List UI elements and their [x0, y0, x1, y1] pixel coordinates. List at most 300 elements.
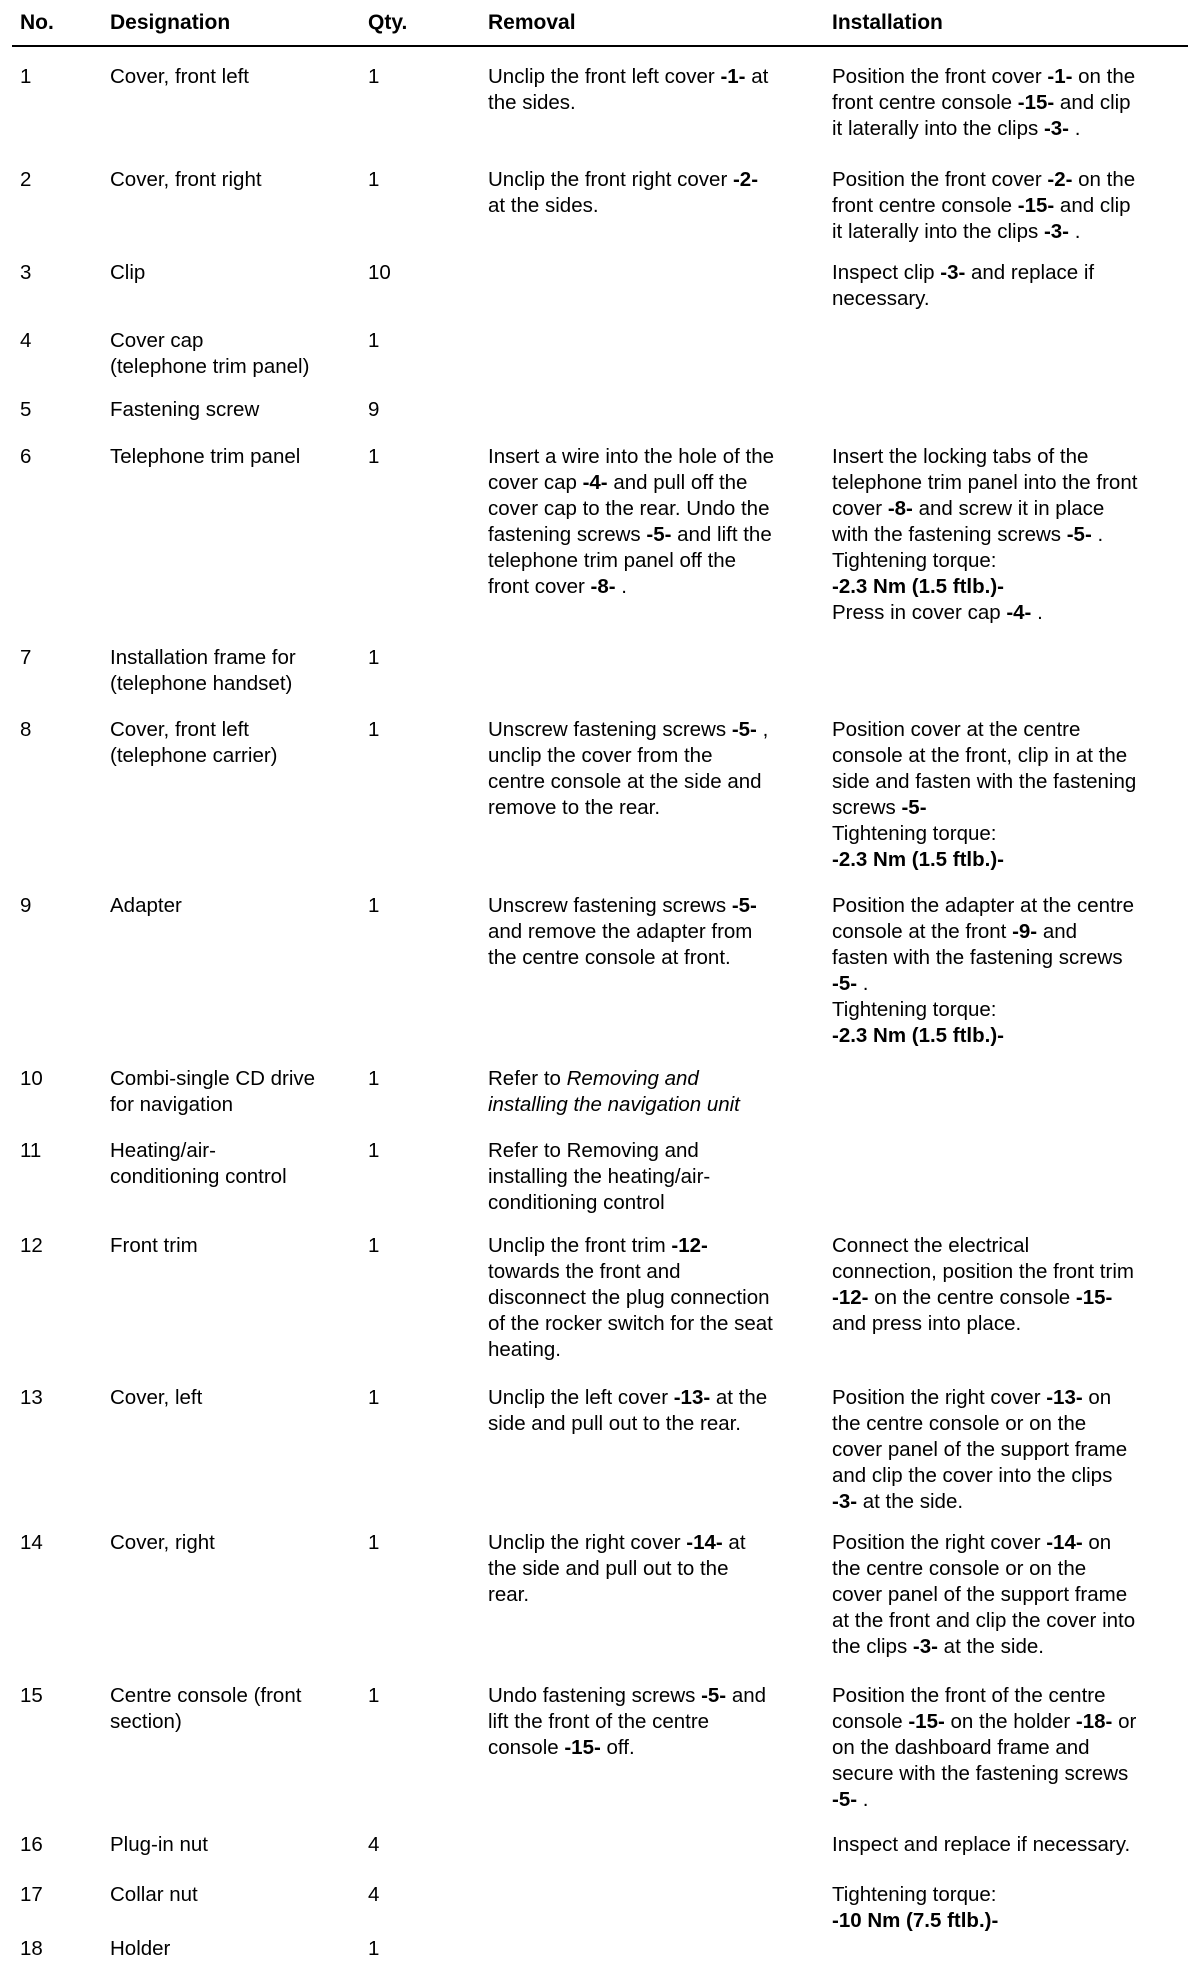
text-segment: Position the right cover — [832, 1386, 1047, 1409]
text-line: conditioning control — [110, 1165, 287, 1188]
text-line — [832, 1411, 1192, 1437]
text-segment: disconnect the plug connection — [488, 1286, 770, 1309]
text-line — [488, 1735, 823, 1761]
text-line — [832, 600, 1192, 626]
part-reference: -12- — [832, 1286, 869, 1309]
row-designation — [110, 167, 360, 193]
row-designation — [110, 444, 360, 470]
text-segment: side and fasten with the fastening — [832, 770, 1137, 793]
text-segment: Insert the locking tabs of the — [832, 445, 1089, 468]
row-number: 14 — [20, 1531, 43, 1554]
row-quantity: 1 — [368, 1937, 380, 1960]
part-reference: -2.3 Nm (1.5 ftlb.)- — [832, 848, 1004, 871]
text-line — [832, 116, 1192, 142]
text-segment: Unclip the front trim — [488, 1234, 672, 1257]
text-segment: at the — [710, 1386, 768, 1409]
row-removal — [488, 717, 823, 821]
text-line — [488, 743, 823, 769]
header-designation: Designation — [110, 11, 231, 34]
text-segment: Inspect and replace if necessary. — [832, 1833, 1131, 1856]
text-segment: cover panel of the support frame — [832, 1438, 1128, 1461]
part-reference: -5- — [1066, 523, 1092, 546]
part-reference: -3- — [1043, 220, 1069, 243]
text-line: Cover, front left — [110, 718, 250, 741]
text-line — [832, 821, 1192, 847]
text-line — [488, 717, 823, 743]
text-line — [832, 743, 1192, 769]
row-number: 9 — [20, 894, 32, 917]
text-segment: at — [745, 65, 769, 88]
part-reference: -1- — [720, 65, 746, 88]
text-line — [832, 1608, 1192, 1634]
row-quantity: 1 — [368, 894, 380, 917]
row-designation — [110, 260, 360, 286]
text-line — [832, 971, 1192, 997]
row-designation — [110, 1233, 360, 1259]
row-removal — [488, 1385, 823, 1437]
row-installation — [832, 1233, 1192, 1337]
text-segment: heating. — [488, 1338, 561, 1361]
text-line — [488, 1066, 823, 1092]
text-line — [832, 893, 1192, 919]
text-segment: at the side. — [857, 1490, 964, 1513]
text-segment: and — [1037, 920, 1078, 943]
text-segment: at — [722, 1531, 746, 1554]
text-segment: at the side. — [937, 1635, 1044, 1658]
text-line: Centre console (front — [110, 1684, 302, 1707]
text-segment: front centre console — [832, 194, 1018, 217]
text-line — [488, 1683, 823, 1709]
text-line — [832, 1787, 1192, 1813]
row-designation — [110, 328, 360, 380]
text-segment: Tightening torque: — [832, 998, 997, 1021]
text-line — [832, 496, 1192, 522]
text-segment: and remove the adapter from — [488, 920, 753, 943]
text-segment: Unclip the front right cover — [488, 168, 733, 191]
text-line — [488, 1233, 823, 1259]
text-line — [488, 1411, 823, 1437]
row-number: 13 — [20, 1386, 43, 1409]
row-quantity: 1 — [368, 445, 380, 468]
row-number: 5 — [20, 398, 32, 421]
text-line: Installation frame for — [110, 646, 296, 669]
text-line — [832, 1709, 1192, 1735]
row-quantity: 1 — [368, 718, 380, 741]
text-segment: installing the heating/air- — [488, 1165, 711, 1188]
text-line — [832, 1634, 1192, 1660]
text-segment: Inspect clip — [832, 261, 941, 284]
text-line — [832, 1233, 1192, 1259]
row-designation — [110, 1138, 360, 1190]
part-reference: -3- — [832, 1490, 858, 1513]
text-segment: Unscrew fastening screws — [488, 894, 732, 917]
text-line — [488, 470, 823, 496]
text-segment: telephone trim panel off the — [488, 549, 737, 572]
text-segment: and pull off the — [607, 471, 748, 494]
text-segment: the side and pull out to the — [488, 1557, 729, 1580]
text-line: for navigation — [110, 1093, 234, 1116]
row-quantity: 1 — [368, 1531, 380, 1554]
text-line — [832, 1908, 1192, 1934]
text-segment: Position the front cover — [832, 168, 1048, 191]
text-line: (telephone trim panel) — [110, 355, 310, 378]
text-segment: Position the adapter at the centre — [832, 894, 1135, 917]
row-installation — [832, 64, 1192, 142]
row-quantity: 1 — [368, 1684, 380, 1707]
text-segment: centre console at the side and — [488, 770, 762, 793]
row-number: 3 — [20, 261, 32, 284]
row-removal — [488, 1066, 823, 1118]
text-segment: . — [857, 972, 869, 995]
row-removal — [488, 1530, 823, 1608]
text-line: section) — [110, 1710, 182, 1733]
text-segment: Unclip the right cover — [488, 1531, 687, 1554]
text-segment: the centre console at front. — [488, 946, 731, 969]
text-line — [488, 1311, 823, 1337]
row-removal — [488, 1138, 823, 1216]
text-line — [832, 167, 1192, 193]
text-segment: . — [1091, 523, 1104, 546]
row-number: 10 — [20, 1067, 43, 1090]
text-line — [832, 522, 1192, 548]
text-segment: and clip the cover into the clips — [832, 1464, 1113, 1487]
row-removal — [488, 444, 823, 600]
text-segment: console at the front, clip in at the — [832, 744, 1128, 767]
row-designation — [110, 64, 360, 90]
row-designation — [110, 645, 360, 697]
part-reference: -3- — [1043, 117, 1069, 140]
part-reference: -15- — [1017, 91, 1055, 114]
text-line: Holder — [110, 1937, 171, 1960]
row-designation — [110, 1385, 360, 1411]
row-removal — [488, 893, 823, 971]
text-line — [488, 1164, 823, 1190]
text-line — [488, 167, 823, 193]
part-reference: -15- — [1075, 1286, 1113, 1309]
text-line: (telephone carrier) — [110, 744, 278, 767]
text-segment: at the sides. — [488, 194, 599, 217]
part-reference: -5- — [701, 1684, 727, 1707]
text-segment: the sides. — [488, 91, 576, 114]
text-segment: cover cap to the rear. Undo the — [488, 497, 770, 520]
text-line — [488, 893, 823, 919]
text-line: Cover, right — [110, 1531, 215, 1554]
text-line — [488, 193, 823, 219]
row-number: 1 — [20, 65, 32, 88]
text-line: Telephone trim panel — [110, 445, 301, 468]
row-designation — [110, 1882, 360, 1908]
text-segment: it laterally into the clips — [832, 117, 1044, 140]
text-segment: on the — [1072, 168, 1136, 191]
text-line — [832, 1556, 1192, 1582]
text-line: Heating/air- — [110, 1139, 216, 1162]
text-segment: console — [488, 1736, 565, 1759]
text-line — [488, 1092, 823, 1118]
text-segment: on — [1082, 1386, 1112, 1409]
text-line — [832, 1311, 1192, 1337]
row-quantity: 1 — [368, 168, 380, 191]
text-line: Plug-in nut — [110, 1833, 209, 1856]
text-line — [488, 945, 823, 971]
text-line: Combi-single CD drive — [110, 1067, 316, 1090]
text-segment: on the — [1072, 65, 1136, 88]
text-line — [832, 1437, 1192, 1463]
row-number: 8 — [20, 718, 32, 741]
row-designation — [110, 1530, 360, 1556]
text-line — [488, 1285, 823, 1311]
row-quantity: 1 — [368, 65, 380, 88]
row-designation — [110, 397, 360, 423]
row-number: 6 — [20, 445, 32, 468]
text-segment: Unscrew fastening screws — [488, 718, 732, 741]
text-segment: side and pull out to the rear. — [488, 1412, 742, 1435]
text-line — [832, 1832, 1192, 1858]
row-removal — [488, 1233, 823, 1363]
text-line — [832, 64, 1192, 90]
row-quantity: 4 — [368, 1883, 380, 1906]
part-reference: -15- — [908, 1710, 945, 1733]
text-line — [832, 1683, 1192, 1709]
row-number: 2 — [20, 168, 32, 191]
text-line — [488, 919, 823, 945]
text-segment: cover — [832, 497, 888, 520]
text-segment: console at the front — [832, 920, 1013, 943]
text-segment: Position the front of the centre — [832, 1684, 1106, 1707]
text-segment: the centre console or on the — [832, 1557, 1087, 1580]
row-removal — [488, 1683, 823, 1761]
part-reference: -3- — [940, 261, 966, 284]
text-line — [488, 1582, 823, 1608]
part-reference: -4- — [1006, 601, 1032, 624]
row-installation — [832, 717, 1192, 873]
part-reference: -2.3 Nm (1.5 ftlb.)- — [832, 1024, 1004, 1047]
text-segment: necessary. — [832, 287, 930, 310]
text-line: Cover, front right — [110, 168, 262, 191]
header-installation: Installation — [832, 11, 943, 34]
text-segment: Position cover at the centre — [832, 718, 1081, 741]
text-segment: telephone trim panel into the front — [832, 471, 1138, 494]
text-line — [832, 286, 1192, 312]
text-segment: . — [1069, 117, 1081, 140]
text-line — [488, 90, 823, 116]
text-line — [832, 193, 1192, 219]
text-segment: conditioning control — [488, 1191, 665, 1214]
text-line — [488, 1259, 823, 1285]
part-reference: -2- — [1047, 168, 1073, 191]
link-text: Removing and — [566, 1067, 699, 1090]
row-installation — [832, 1882, 1192, 1934]
row-designation — [110, 717, 360, 769]
text-line — [488, 1530, 823, 1556]
row-number: 18 — [20, 1937, 43, 1960]
text-segment: fasten with the fastening screws — [832, 946, 1123, 969]
text-line — [832, 260, 1192, 286]
text-segment: Tightening torque: — [832, 549, 997, 572]
part-reference: -8- — [590, 575, 616, 598]
text-line: (telephone handset) — [110, 672, 293, 695]
text-segment: Connect the electrical — [832, 1234, 1030, 1257]
text-segment: Tightening torque: — [832, 822, 997, 845]
text-segment: on the holder — [944, 1710, 1076, 1733]
text-segment: off. — [600, 1736, 635, 1759]
text-line — [488, 496, 823, 522]
text-segment: the centre console or on the — [832, 1412, 1087, 1435]
row-removal — [488, 64, 823, 116]
row-designation — [110, 1066, 360, 1118]
text-segment: cover cap — [488, 471, 583, 494]
text-line — [832, 945, 1192, 971]
text-line — [832, 1489, 1192, 1515]
text-segment: Insert a wire into the hole of the — [488, 445, 775, 468]
text-line — [832, 1285, 1192, 1311]
text-segment: Refer to Removing and — [488, 1139, 699, 1162]
text-segment: . — [1069, 220, 1081, 243]
part-reference: -12- — [671, 1234, 708, 1257]
text-segment: , — [756, 718, 769, 741]
text-segment: at the front and clip the cover into — [832, 1609, 1136, 1632]
row-installation — [832, 167, 1192, 245]
row-number: 7 — [20, 646, 32, 669]
text-line: Cover cap — [110, 329, 204, 352]
text-segment: and press into place. — [832, 1312, 1022, 1335]
part-reference: -18- — [1075, 1710, 1113, 1733]
text-line — [832, 219, 1192, 245]
text-line — [832, 90, 1192, 116]
part-reference: -10 Nm (7.5 ftlb.)- — [832, 1909, 999, 1932]
row-number: 16 — [20, 1833, 43, 1856]
text-segment: Press in cover cap — [832, 601, 1007, 624]
row-removal — [488, 167, 823, 219]
row-designation — [110, 1683, 360, 1735]
text-line — [488, 795, 823, 821]
text-segment: towards the front and — [488, 1260, 681, 1283]
row-quantity: 1 — [368, 646, 380, 669]
row-installation — [832, 893, 1192, 1049]
text-line — [832, 769, 1192, 795]
text-line — [832, 470, 1192, 496]
part-reference: -13- — [673, 1386, 711, 1409]
text-segment: rear. — [488, 1583, 530, 1606]
text-segment: Undo fastening screws — [488, 1684, 702, 1707]
row-designation — [110, 893, 360, 919]
text-line — [832, 997, 1192, 1023]
text-segment: on the centre console — [868, 1286, 1076, 1309]
header-no: No. — [20, 11, 54, 34]
text-line: Fastening screw — [110, 398, 260, 421]
text-segment: and clip — [1054, 194, 1131, 217]
part-reference: -5- — [731, 718, 757, 741]
part-reference: -14- — [1046, 1531, 1083, 1554]
text-segment: with the fastening screws — [832, 523, 1067, 546]
row-installation — [832, 1832, 1192, 1858]
row-quantity: 1 — [368, 1386, 380, 1409]
text-line — [832, 1735, 1192, 1761]
row-quantity: 9 — [368, 398, 380, 421]
text-segment: . — [857, 1788, 869, 1811]
text-line: Cover, left — [110, 1386, 203, 1409]
part-reference: -9- — [1012, 920, 1038, 943]
text-segment: unclip the cover from the — [488, 744, 713, 767]
text-segment: on — [1082, 1531, 1112, 1554]
text-segment: cover panel of the support frame — [832, 1583, 1128, 1606]
text-line — [488, 522, 823, 548]
text-segment: the clips — [832, 1635, 913, 1658]
text-segment: console — [832, 1710, 909, 1733]
text-segment: remove to the rear. — [488, 796, 661, 819]
row-installation — [832, 444, 1192, 626]
text-line — [832, 1761, 1192, 1787]
text-segment: it laterally into the clips — [832, 220, 1044, 243]
text-line — [832, 1882, 1192, 1908]
text-segment: Refer to — [488, 1067, 567, 1090]
row-number: 11 — [20, 1139, 42, 1162]
text-segment: front cover — [488, 575, 591, 598]
text-segment: and — [726, 1684, 767, 1707]
text-line: Front trim — [110, 1234, 198, 1257]
text-line — [488, 1709, 823, 1735]
row-quantity: 1 — [368, 1234, 380, 1257]
text-line — [488, 769, 823, 795]
row-installation — [832, 260, 1192, 312]
text-line — [488, 1138, 823, 1164]
text-line — [832, 847, 1192, 873]
text-line — [488, 64, 823, 90]
row-quantity: 1 — [368, 1067, 380, 1090]
header-removal: Removal — [488, 11, 576, 34]
row-number: 4 — [20, 329, 32, 352]
link-text: installing the navigation unit — [488, 1093, 740, 1116]
part-reference: -13- — [1046, 1386, 1083, 1409]
text-segment: fastening screws — [488, 523, 647, 546]
text-segment: and lift the — [671, 523, 772, 546]
row-quantity: 1 — [368, 329, 380, 352]
row-quantity: 4 — [368, 1833, 380, 1856]
text-segment: and replace if — [965, 261, 1095, 284]
text-line: Clip — [110, 261, 146, 284]
text-segment: or — [1112, 1710, 1137, 1733]
part-reference: -14- — [686, 1531, 723, 1554]
text-segment: . — [1031, 601, 1043, 624]
text-line: Collar nut — [110, 1883, 198, 1906]
row-quantity: 1 — [368, 1139, 380, 1162]
row-number: 12 — [20, 1234, 43, 1257]
text-segment: Tightening torque: — [832, 1883, 997, 1906]
text-segment: front centre console — [832, 91, 1018, 114]
text-line — [832, 919, 1192, 945]
text-segment: Position the right cover — [832, 1531, 1047, 1554]
part-reference: -15- — [1017, 194, 1055, 217]
text-line — [832, 1259, 1192, 1285]
text-segment: lift the front of the centre — [488, 1710, 710, 1733]
header-qty: Qty. — [368, 11, 408, 34]
row-installation — [832, 1385, 1192, 1515]
part-reference: -5- — [832, 1788, 858, 1811]
row-quantity: 10 — [368, 261, 391, 284]
row-installation — [832, 1683, 1192, 1813]
row-number: 17 — [20, 1883, 43, 1906]
text-segment: and screw it in place — [912, 497, 1105, 520]
part-reference: -5- — [901, 796, 927, 819]
row-designation — [110, 1832, 360, 1858]
text-segment: secure with the fastening screws — [832, 1762, 1129, 1785]
text-segment: on the dashboard frame and — [832, 1736, 1090, 1759]
text-line — [488, 548, 823, 574]
text-line — [488, 1556, 823, 1582]
part-reference: -1- — [1047, 65, 1073, 88]
row-designation — [110, 1936, 360, 1962]
part-reference: -8- — [887, 497, 913, 520]
part-reference: -4- — [582, 471, 608, 494]
